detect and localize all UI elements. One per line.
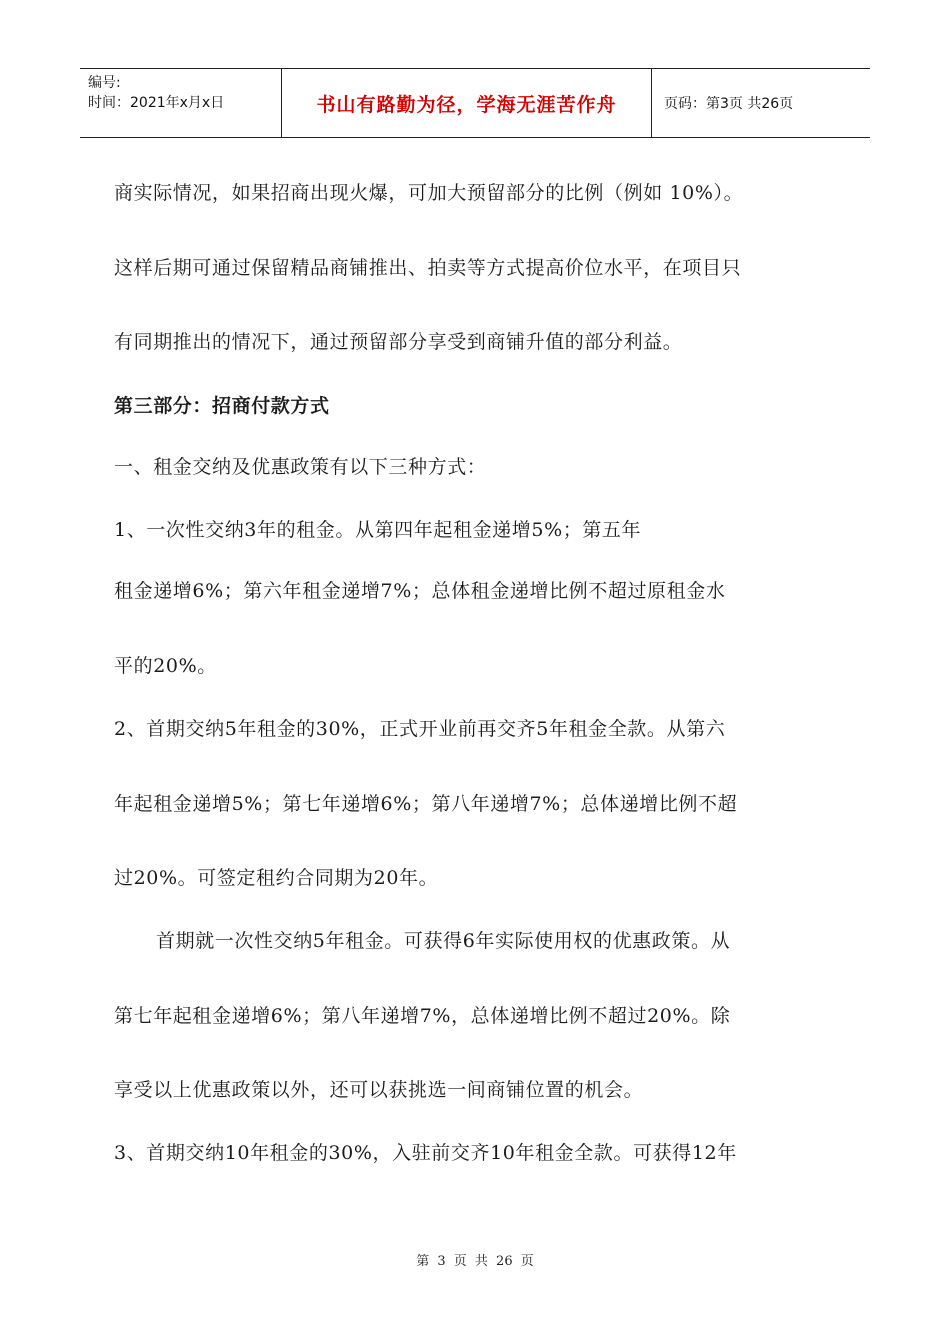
body-line: 有同期推出的情况下，通过预留部分享受到商铺升值的部分利益。 [114, 331, 683, 353]
section-heading: 第三部分：招商付款方式 [114, 395, 330, 417]
header-page-cell [652, 69, 870, 137]
header-motto-cell [282, 69, 652, 137]
number-label: 编号: [88, 75, 121, 91]
page-info: 页码：第3页 共26页 [664, 96, 794, 112]
body-line: 平的20%。 [114, 655, 217, 677]
body-line: 享受以上优惠政策以外，还可以获挑选一间商铺位置的机会。 [114, 1079, 644, 1101]
body-line: 租金递增6%；第六年租金递增7%；总体租金递增比例不超过原租金水 [114, 580, 726, 602]
body-line: 年起租金递增5%；第七年递增6%；第八年递增7%；总体递增比例不超 [114, 793, 738, 815]
body-line: 商实际情况，如果招商出现火爆，可加大预留部分的比例（例如 10%）。 [114, 182, 744, 204]
document-header [80, 68, 870, 138]
body-line: 1、一次性交纳3年的租金。从第四年起租金递增5%；第五年 [114, 519, 642, 541]
body-line: 首期就一次性交纳5年租金。可获得6年实际使用权的优惠政策。从 [156, 930, 731, 952]
page-footer: 第 3 页 共 26 页 [416, 1254, 534, 1269]
body-line: 3、首期交纳10年租金的30%，入驻前交齐10年租金全款。可获得12年 [114, 1142, 737, 1164]
body-line: 一、租金交纳及优惠政策有以下三种方式： [114, 456, 487, 478]
body-line: 2、首期交纳5年租金的30%，正式开业前再交齐5年租金全款。从第六 [114, 718, 726, 740]
header-meta-cell [80, 69, 282, 137]
time-label: 时间：2021年x月x日 [88, 95, 225, 111]
body-line: 过20%。可签定租约合同期为20年。 [114, 867, 439, 889]
body-line: 第七年起租金递增6%；第八年递增7%，总体递增比例不超过20%。除 [114, 1005, 731, 1027]
body-line: 这样后期可通过保留精品商铺推出、拍卖等方式提高价位水平，在项目只 [114, 257, 742, 279]
motto-text: 书山有路勤为径，学海无涯苦作舟 [316, 93, 617, 116]
